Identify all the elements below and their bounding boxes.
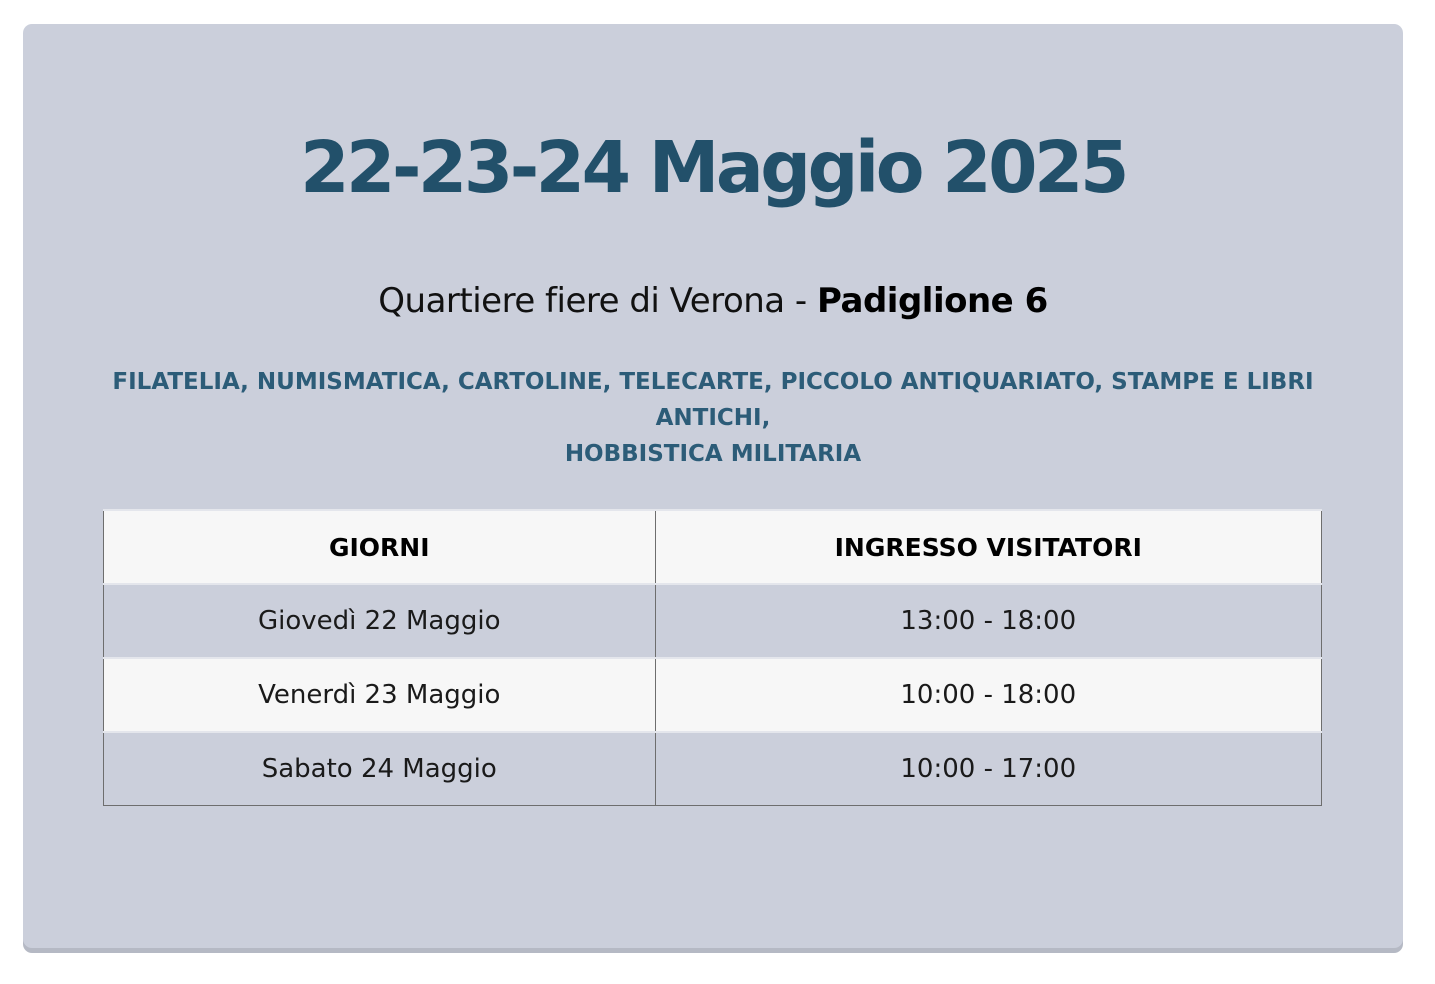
day-cell: Giovedì 22 Maggio	[104, 584, 656, 658]
table-row	[104, 584, 1322, 658]
categories-line-2: ANTICHI,	[655, 405, 771, 431]
venue-name: Quartiere fiere di Verona -	[378, 281, 818, 321]
header-days: GIORNI	[104, 510, 656, 584]
hours-cell: 10:00 - 18:00	[655, 658, 1321, 732]
event-info-card	[23, 24, 1403, 948]
table-row	[104, 658, 1322, 732]
categories-line-3: HOBBISTICA MILITARIA	[564, 441, 862, 467]
table-row	[104, 732, 1322, 806]
opening-hours-table	[103, 509, 1322, 806]
hours-cell: 10:00 - 17:00	[655, 732, 1321, 806]
hours-cell: 13:00 - 18:00	[655, 584, 1321, 658]
event-dates-title: 22-23-24 Maggio 2025	[300, 126, 1126, 209]
header-visitor-entry: INGRESSO VISITATORI	[655, 510, 1321, 584]
day-cell: Venerdì 23 Maggio	[104, 658, 656, 732]
day-cell: Sabato 24 Maggio	[104, 732, 656, 806]
venue-line	[23, 281, 1403, 322]
table-header-row	[104, 510, 1322, 584]
venue-hall: Padiglione 6	[817, 281, 1048, 321]
categories-line-1: FILATELIA, NUMISMATICA, CARTOLINE, TELECARTE, PICCOLO ANTIQUARIATO, STAMPE E LIBRI	[112, 369, 1314, 395]
categories-list	[63, 364, 1363, 472]
